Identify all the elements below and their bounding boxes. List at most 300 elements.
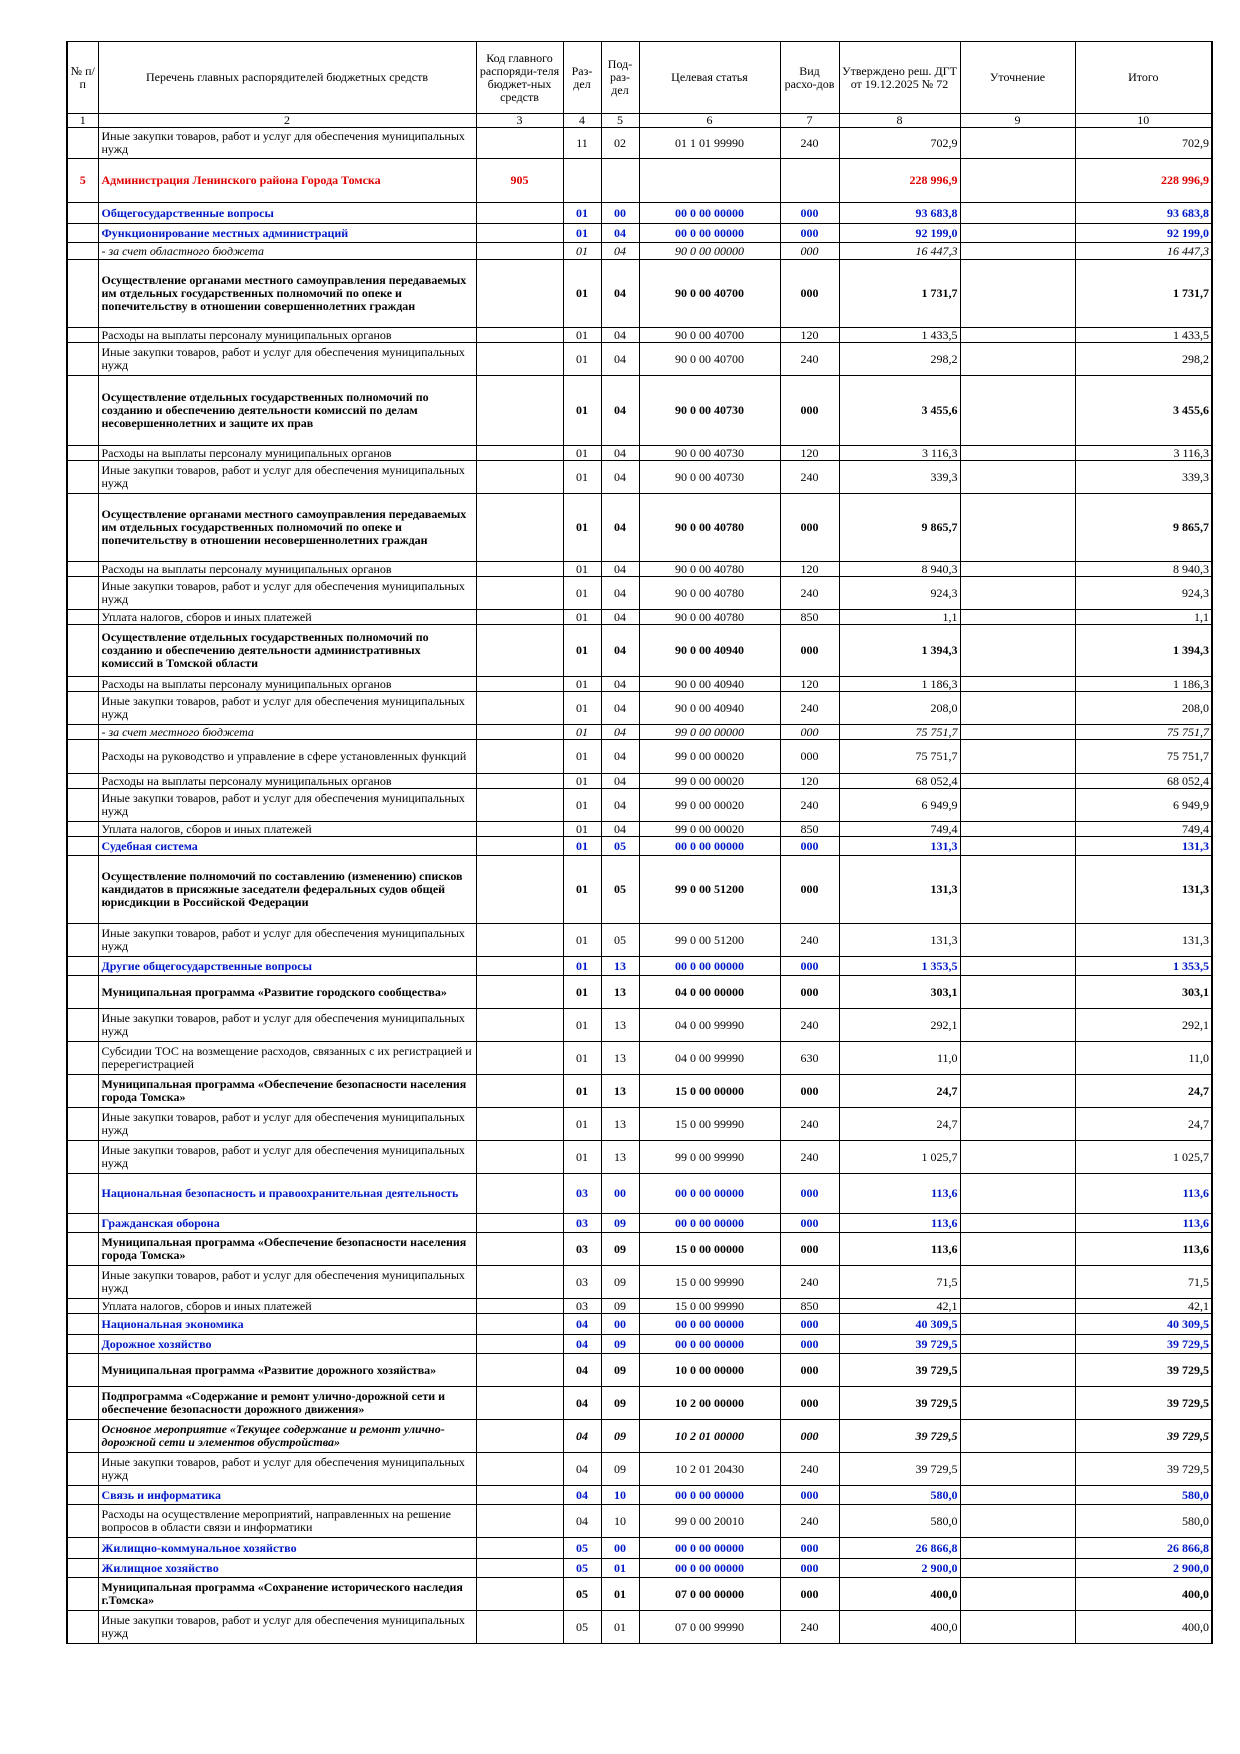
row-target-article-cell: 90 0 00 00000 [639, 243, 780, 260]
row-expense-type-cell: 000 [780, 243, 839, 260]
row-code-cell [476, 1075, 563, 1108]
row-subsection-cell: 04 [601, 328, 639, 343]
row-section-cell: 01 [563, 343, 601, 376]
row-expense-type-cell: 120 [780, 677, 839, 692]
row-total-cell: 113,6 [1075, 1214, 1212, 1233]
row-approved-cell: 1 353,5 [839, 957, 960, 976]
row-subsection-cell: 13 [601, 1141, 639, 1174]
row-expense-type-cell: 240 [780, 924, 839, 957]
row-target-article-cell: 00 0 00 00000 [639, 1314, 780, 1335]
table-row [67, 822, 1212, 837]
row-total-cell: 39 729,5 [1075, 1354, 1212, 1387]
row-total-cell: 39 729,5 [1075, 1335, 1212, 1354]
row-total-cell: 92 199,0 [1075, 224, 1212, 243]
row-name-cell: Общегосударственные вопросы [98, 203, 476, 224]
row-code-cell [476, 343, 563, 376]
header-approved: Утверждено реш. ДГТ от 19.12.2025 № 72 [839, 42, 960, 114]
row-clarification-cell [960, 625, 1075, 677]
row-subsection-cell: 04 [601, 461, 639, 494]
row-target-article-cell: 99 0 00 51200 [639, 924, 780, 957]
row-expense-type-cell: 240 [780, 1611, 839, 1644]
row-section-cell: 01 [563, 774, 601, 789]
row-clarification-cell [960, 692, 1075, 725]
row-total-cell: 6 949,9 [1075, 789, 1212, 822]
table-row [67, 1387, 1212, 1420]
table-row [67, 1075, 1212, 1108]
row-name-cell: Гражданская оборона [98, 1214, 476, 1233]
row-approved-cell: 702,9 [839, 128, 960, 159]
row-expense-type-cell: 000 [780, 725, 839, 740]
row-approved-cell: 24,7 [839, 1075, 960, 1108]
row-subsection-cell: 04 [601, 343, 639, 376]
row-target-article-cell: 90 0 00 40780 [639, 610, 780, 625]
row-expense-type-cell: 000 [780, 976, 839, 1009]
row-expense-type-cell: 240 [780, 128, 839, 159]
row-expense-type-cell: 000 [780, 1174, 839, 1214]
row-number-cell [67, 1387, 98, 1420]
row-code-cell [476, 924, 563, 957]
row-total-cell: 580,0 [1075, 1505, 1212, 1538]
row-section-cell: 05 [563, 1578, 601, 1611]
table-row [67, 1108, 1212, 1141]
row-code-cell [476, 1299, 563, 1314]
row-approved-cell: 400,0 [839, 1611, 960, 1644]
row-section-cell: 03 [563, 1266, 601, 1299]
row-subsection-cell: 05 [601, 856, 639, 924]
row-approved-cell: 26 866,8 [839, 1538, 960, 1559]
row-total-cell: 292,1 [1075, 1009, 1212, 1042]
row-expense-type-cell: 240 [780, 577, 839, 610]
row-number-cell [67, 610, 98, 625]
row-name-cell: Осуществление полномочий по составлению (изменению) списков кандидатов в присяжные заседатели федеральных судов общей юрисдикции в Российской Федерации [98, 856, 476, 924]
row-clarification-cell [960, 1335, 1075, 1354]
row-section-cell: 01 [563, 677, 601, 692]
row-approved-cell: 339,3 [839, 461, 960, 494]
table-row [67, 837, 1212, 856]
row-code-cell [476, 1611, 563, 1644]
row-number-cell [67, 562, 98, 577]
row-expense-type-cell: 120 [780, 446, 839, 461]
row-total-cell: 298,2 [1075, 343, 1212, 376]
row-total-cell: 39 729,5 [1075, 1420, 1212, 1453]
row-approved-cell: 749,4 [839, 822, 960, 837]
row-expense-type-cell: 000 [780, 740, 839, 774]
row-clarification-cell [960, 1141, 1075, 1174]
row-section-cell: 01 [563, 203, 601, 224]
row-approved-cell: 3 116,3 [839, 446, 960, 461]
row-target-article-cell: 15 0 00 00000 [639, 1075, 780, 1108]
row-expense-type-cell: 240 [780, 1108, 839, 1141]
row-approved-cell: 113,6 [839, 1214, 960, 1233]
row-name-cell: - за счет местного бюджета [98, 725, 476, 740]
row-target-article-cell: 99 0 00 00020 [639, 774, 780, 789]
row-expense-type-cell: 240 [780, 692, 839, 725]
row-subsection-cell: 04 [601, 677, 639, 692]
row-name-cell: Уплата налогов, сборов и иных платежей [98, 822, 476, 837]
row-approved-cell: 11,0 [839, 1042, 960, 1075]
row-section-cell: 01 [563, 224, 601, 243]
row-subsection-cell: 09 [601, 1453, 639, 1486]
row-number-cell [67, 1354, 98, 1387]
row-number-cell [67, 774, 98, 789]
row-name-cell: Иные закупки товаров, работ и услуг для обеспечения муниципальных нужд [98, 461, 476, 494]
row-approved-cell: 39 729,5 [839, 1387, 960, 1420]
row-name-cell: Иные закупки товаров, работ и услуг для обеспечения муниципальных нужд [98, 1266, 476, 1299]
row-target-article-cell: 90 0 00 40700 [639, 328, 780, 343]
row-clarification-cell [960, 740, 1075, 774]
row-number-cell [67, 1299, 98, 1314]
row-name-cell: - за счет областного бюджета [98, 243, 476, 260]
row-number-cell [67, 243, 98, 260]
row-code-cell [476, 376, 563, 446]
table-row [67, 224, 1212, 243]
row-subsection-cell: 04 [601, 243, 639, 260]
row-approved-cell: 75 751,7 [839, 725, 960, 740]
row-code-cell [476, 461, 563, 494]
row-number-cell [67, 343, 98, 376]
row-clarification-cell [960, 789, 1075, 822]
row-section-cell: 01 [563, 376, 601, 446]
row-code-cell [476, 1486, 563, 1505]
row-code-cell [476, 203, 563, 224]
column-index: 7 [780, 114, 839, 128]
row-subsection-cell: 09 [601, 1335, 639, 1354]
row-target-article-cell: 90 0 00 40940 [639, 677, 780, 692]
row-target-article-cell: 00 0 00 00000 [639, 1486, 780, 1505]
row-target-article-cell: 90 0 00 40780 [639, 494, 780, 562]
row-expense-type-cell: 000 [780, 957, 839, 976]
row-total-cell: 1 394,3 [1075, 625, 1212, 677]
row-expense-type-cell: 000 [780, 837, 839, 856]
row-target-article-cell: 90 0 00 40940 [639, 625, 780, 677]
row-approved-cell: 292,1 [839, 1009, 960, 1042]
header-target-article: Целевая статья [639, 42, 780, 114]
row-total-cell: 26 866,8 [1075, 1538, 1212, 1559]
row-code-cell [476, 224, 563, 243]
row-subsection-cell: 01 [601, 1559, 639, 1578]
row-code-cell [476, 1266, 563, 1299]
row-name-cell: Иные закупки товаров, работ и услуг для обеспечения муниципальных нужд [98, 924, 476, 957]
row-name-cell: Субсидии ТОС на возмещение расходов, связанных с их регистрацией и перерегистрацией [98, 1042, 476, 1075]
row-number-cell [67, 692, 98, 725]
row-number-cell [67, 625, 98, 677]
row-total-cell: 40 309,5 [1075, 1314, 1212, 1335]
table-row [67, 692, 1212, 725]
table-row [67, 562, 1212, 577]
row-expense-type-cell: 000 [780, 1559, 839, 1578]
row-section-cell: 01 [563, 1108, 601, 1141]
row-expense-type-cell [780, 159, 839, 203]
row-subsection-cell: 09 [601, 1233, 639, 1266]
row-approved-cell: 39 729,5 [839, 1453, 960, 1486]
table-row [67, 1611, 1212, 1644]
row-code-cell [476, 494, 563, 562]
table-row [67, 1314, 1212, 1335]
row-expense-type-cell: 000 [780, 1214, 839, 1233]
row-expense-type-cell: 000 [780, 856, 839, 924]
row-expense-type-cell: 000 [780, 260, 839, 328]
row-target-article-cell: 90 0 00 40780 [639, 562, 780, 577]
row-number-cell [67, 1505, 98, 1538]
row-target-article-cell: 00 0 00 00000 [639, 1335, 780, 1354]
row-code-cell [476, 328, 563, 343]
row-code-cell [476, 1559, 563, 1578]
row-target-article-cell: 15 0 00 99990 [639, 1299, 780, 1314]
row-section-cell: 01 [563, 562, 601, 577]
row-clarification-cell [960, 1486, 1075, 1505]
table-row [67, 976, 1212, 1009]
row-approved-cell: 1 025,7 [839, 1141, 960, 1174]
row-name-cell: Администрация Ленинского района Города Томска [98, 159, 476, 203]
table-row [67, 1538, 1212, 1559]
row-section-cell: 01 [563, 243, 601, 260]
table-row [67, 1486, 1212, 1505]
row-name-cell: Расходы на выплаты персоналу муниципальных органов [98, 562, 476, 577]
row-section-cell: 04 [563, 1453, 601, 1486]
row-number-cell [67, 328, 98, 343]
row-name-cell: Расходы на выплаты персоналу муниципальных органов [98, 774, 476, 789]
row-target-article-cell: 10 0 00 00000 [639, 1354, 780, 1387]
row-number-cell [67, 376, 98, 446]
row-total-cell: 113,6 [1075, 1174, 1212, 1214]
row-target-article-cell: 99 0 00 00000 [639, 725, 780, 740]
row-expense-type-cell: 630 [780, 1042, 839, 1075]
row-subsection-cell: 09 [601, 1387, 639, 1420]
row-total-cell: 400,0 [1075, 1578, 1212, 1611]
row-number-cell [67, 1538, 98, 1559]
row-name-cell: Иные закупки товаров, работ и услуг для обеспечения муниципальных нужд [98, 789, 476, 822]
row-target-article-cell: 99 0 00 00020 [639, 789, 780, 822]
row-code-cell [476, 822, 563, 837]
row-number-cell [67, 789, 98, 822]
column-index: 2 [98, 114, 476, 128]
row-approved-cell: 303,1 [839, 976, 960, 1009]
row-number-cell [67, 1042, 98, 1075]
row-target-article-cell: 00 0 00 00000 [639, 837, 780, 856]
table-row [67, 446, 1212, 461]
row-total-cell: 131,3 [1075, 856, 1212, 924]
row-target-article-cell: 04 0 00 99990 [639, 1009, 780, 1042]
row-target-article-cell: 07 0 00 99990 [639, 1611, 780, 1644]
row-name-cell: Расходы на осуществление мероприятий, направленных на решение вопросов в области связи и информатики [98, 1505, 476, 1538]
table-row [67, 260, 1212, 328]
row-clarification-cell [960, 343, 1075, 376]
row-section-cell: 05 [563, 1611, 601, 1644]
row-code-cell [476, 1174, 563, 1214]
table-row [67, 924, 1212, 957]
row-section-cell: 11 [563, 128, 601, 159]
row-total-cell: 75 751,7 [1075, 740, 1212, 774]
row-name-cell: Иные закупки товаров, работ и услуг для обеспечения муниципальных нужд [98, 1009, 476, 1042]
row-subsection-cell: 13 [601, 1042, 639, 1075]
row-expense-type-cell: 000 [780, 1420, 839, 1453]
row-expense-type-cell: 000 [780, 1075, 839, 1108]
header-clarification: Уточнение [960, 42, 1075, 114]
table-row [67, 376, 1212, 446]
row-subsection-cell: 09 [601, 1266, 639, 1299]
row-number-cell [67, 1233, 98, 1266]
row-subsection-cell: 02 [601, 128, 639, 159]
table-body [67, 128, 1212, 1644]
row-section-cell: 05 [563, 1559, 601, 1578]
row-clarification-cell [960, 856, 1075, 924]
table-row [67, 856, 1212, 924]
row-clarification-cell [960, 1354, 1075, 1387]
row-total-cell: 400,0 [1075, 1611, 1212, 1644]
row-section-cell: 03 [563, 1174, 601, 1214]
row-code-cell [476, 1387, 563, 1420]
row-clarification-cell [960, 328, 1075, 343]
row-approved-cell: 1 394,3 [839, 625, 960, 677]
row-section-cell [563, 159, 601, 203]
row-section-cell: 01 [563, 725, 601, 740]
row-section-cell: 01 [563, 789, 601, 822]
row-approved-cell: 228 996,9 [839, 159, 960, 203]
table-row [67, 243, 1212, 260]
row-code-cell [476, 1042, 563, 1075]
row-clarification-cell [960, 1299, 1075, 1314]
row-target-article-cell: 90 0 00 40700 [639, 343, 780, 376]
row-name-cell: Уплата налогов, сборов и иных платежей [98, 1299, 476, 1314]
row-total-cell: 1 186,3 [1075, 677, 1212, 692]
row-expense-type-cell: 000 [780, 1354, 839, 1387]
row-code-cell [476, 243, 563, 260]
row-expense-type-cell: 850 [780, 822, 839, 837]
row-number-cell [67, 1314, 98, 1335]
row-section-cell: 01 [563, 822, 601, 837]
row-number-cell [67, 1559, 98, 1578]
row-approved-cell: 6 949,9 [839, 789, 960, 822]
row-code-cell [476, 1335, 563, 1354]
column-index: 10 [1075, 114, 1212, 128]
row-total-cell: 24,7 [1075, 1108, 1212, 1141]
row-expense-type-cell: 850 [780, 610, 839, 625]
row-total-cell: 39 729,5 [1075, 1387, 1212, 1420]
row-number-cell [67, 1075, 98, 1108]
row-code-cell [476, 610, 563, 625]
row-approved-cell: 208,0 [839, 692, 960, 725]
row-number-cell [67, 924, 98, 957]
row-target-article-cell: 00 0 00 00000 [639, 1538, 780, 1559]
row-name-cell: Иные закупки товаров, работ и услуг для обеспечения муниципальных нужд [98, 343, 476, 376]
row-subsection-cell: 05 [601, 924, 639, 957]
row-expense-type-cell: 000 [780, 625, 839, 677]
row-number-cell [67, 1611, 98, 1644]
row-name-cell: Муниципальная программа «Развитие городского сообщества» [98, 976, 476, 1009]
row-target-article-cell: 90 0 00 40730 [639, 461, 780, 494]
row-number-cell [67, 1266, 98, 1299]
table-row [67, 494, 1212, 562]
row-clarification-cell [960, 260, 1075, 328]
table-row [67, 957, 1212, 976]
row-target-article-cell: 15 0 00 00000 [639, 1233, 780, 1266]
row-subsection-cell: 04 [601, 260, 639, 328]
row-subsection-cell: 13 [601, 1075, 639, 1108]
row-subsection-cell: 05 [601, 837, 639, 856]
row-expense-type-cell: 000 [780, 1538, 839, 1559]
row-total-cell: 131,3 [1075, 924, 1212, 957]
row-section-cell: 01 [563, 1141, 601, 1174]
row-clarification-cell [960, 957, 1075, 976]
row-target-article-cell: 10 2 01 20430 [639, 1453, 780, 1486]
column-index: 6 [639, 114, 780, 128]
row-code-cell [476, 577, 563, 610]
row-expense-type-cell: 240 [780, 1009, 839, 1042]
row-subsection-cell: 09 [601, 1354, 639, 1387]
row-subsection-cell: 04 [601, 822, 639, 837]
row-approved-cell: 9 865,7 [839, 494, 960, 562]
row-expense-type-cell: 000 [780, 1486, 839, 1505]
row-approved-cell: 40 309,5 [839, 1314, 960, 1335]
row-clarification-cell [960, 822, 1075, 837]
row-number-cell [67, 1141, 98, 1174]
row-name-cell: Жилищное хозяйство [98, 1559, 476, 1578]
table-row [67, 1578, 1212, 1611]
row-expense-type-cell: 000 [780, 1314, 839, 1335]
row-clarification-cell [960, 128, 1075, 159]
header-expense-type: Вид расхо-дов [780, 42, 839, 114]
row-section-cell: 01 [563, 856, 601, 924]
row-total-cell: 208,0 [1075, 692, 1212, 725]
row-name-cell: Национальная безопасность и правоохранительная деятельность [98, 1174, 476, 1214]
row-subsection-cell: 04 [601, 740, 639, 774]
header-code: Код главного распоряди-теля бюджет-ных средств [476, 42, 563, 114]
table-row [67, 1009, 1212, 1042]
row-name-cell: Иные закупки товаров, работ и услуг для обеспечения муниципальных нужд [98, 1453, 476, 1486]
row-section-cell: 04 [563, 1387, 601, 1420]
table-row [67, 1141, 1212, 1174]
row-subsection-cell: 10 [601, 1486, 639, 1505]
row-expense-type-cell: 240 [780, 343, 839, 376]
row-target-article-cell: 00 0 00 00000 [639, 1559, 780, 1578]
row-total-cell: 339,3 [1075, 461, 1212, 494]
row-clarification-cell [960, 1453, 1075, 1486]
row-approved-cell: 131,3 [839, 924, 960, 957]
row-clarification-cell [960, 159, 1075, 203]
row-total-cell: 24,7 [1075, 1075, 1212, 1108]
row-name-cell: Иные закупки товаров, работ и услуг для обеспечения муниципальных нужд [98, 1141, 476, 1174]
row-subsection-cell: 04 [601, 562, 639, 577]
table-row [67, 159, 1212, 203]
row-approved-cell: 1 731,7 [839, 260, 960, 328]
row-subsection-cell: 00 [601, 1314, 639, 1335]
row-number-cell [67, 677, 98, 692]
row-clarification-cell [960, 774, 1075, 789]
row-total-cell: 9 865,7 [1075, 494, 1212, 562]
row-code-cell [476, 789, 563, 822]
row-code-cell [476, 446, 563, 461]
row-code-cell [476, 1141, 563, 1174]
header-total: Итого [1075, 42, 1212, 114]
table-row [67, 1042, 1212, 1075]
row-subsection-cell: 09 [601, 1420, 639, 1453]
row-subsection-cell: 04 [601, 774, 639, 789]
row-expense-type-cell: 120 [780, 328, 839, 343]
row-section-cell: 01 [563, 692, 601, 725]
row-total-cell: 1 353,5 [1075, 957, 1212, 976]
row-approved-cell: 113,6 [839, 1233, 960, 1266]
table-row [67, 1559, 1212, 1578]
row-approved-cell: 24,7 [839, 1108, 960, 1141]
row-approved-cell: 68 052,4 [839, 774, 960, 789]
row-section-cell: 01 [563, 461, 601, 494]
row-section-cell: 03 [563, 1299, 601, 1314]
row-code-cell [476, 1214, 563, 1233]
row-subsection-cell: 04 [601, 789, 639, 822]
row-subsection-cell: 00 [601, 203, 639, 224]
header-subsection: Под-раз-дел [601, 42, 639, 114]
row-target-article-cell: 90 0 00 40730 [639, 446, 780, 461]
